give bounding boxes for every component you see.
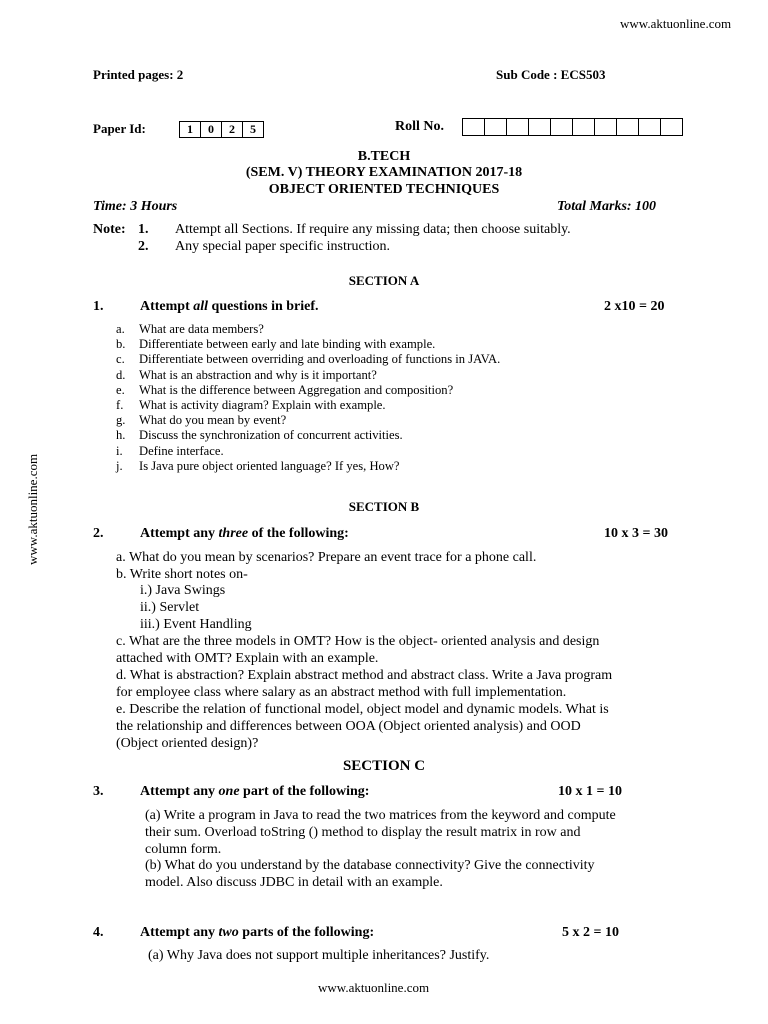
question-part-cont: (Object oriented design)?: [116, 736, 259, 751]
note-label: Note:: [93, 222, 126, 237]
list-item: a. What are data members?: [116, 322, 264, 336]
question-number: 1.: [93, 299, 104, 314]
site-url-side: www.aktuonline.com: [25, 453, 40, 565]
question-prompt: Attempt any one part of the following:: [140, 784, 370, 799]
roll-no-label: Roll No.: [395, 119, 444, 134]
question-marks: 10 x 1 = 10: [558, 784, 622, 799]
question-part-cont: model. Also discuss JDBC in detail with an example.: [145, 875, 443, 890]
roll-no-cell[interactable]: [573, 119, 595, 135]
question-part: (a) Write a program in Java to read the two matrices from the keyword and compute: [145, 808, 616, 823]
note-number: 1.: [138, 222, 149, 237]
question-prompt: Attempt any two parts of the following:: [140, 925, 375, 940]
question-part: b. Write short notes on-: [116, 567, 248, 582]
paper-id-box: [179, 121, 264, 138]
paper-id-digit: 5: [250, 122, 256, 136]
question-number: 4.: [93, 925, 104, 940]
question-part-cont: the relationship and differences between OOA (Object oriented analysis) and OOD: [116, 719, 581, 734]
question-part: e. Describe the relation of functional model, object model and dynamic models. What is: [116, 702, 609, 717]
question-marks: 2 x10 = 20: [604, 299, 665, 314]
list-item: j. Is Java pure object oriented language? If yes, How?: [116, 458, 400, 473]
paper-id-label: Paper Id:: [93, 121, 146, 136]
note-text: Attempt all Sections. If require any missing data; then choose suitably.: [175, 222, 571, 237]
question-marks: 10 x 3 = 30: [604, 526, 668, 541]
sub-item: iii.) Event Handling: [140, 617, 252, 632]
note-text: Any special paper specific instruction.: [175, 239, 390, 254]
section-a-title: SECTION A: [348, 273, 420, 288]
sub-item: ii.) Servlet: [140, 600, 200, 615]
question-number: 2.: [93, 526, 104, 541]
degree-title: B.TECH: [357, 149, 411, 164]
list-item: e. What is the difference between Aggregation and composition?: [116, 382, 454, 397]
exam-time: Time: 3 Hours: [93, 199, 178, 214]
roll-no-cell[interactable]: [617, 119, 639, 135]
question-part-cont: attached with OMT? Explain with an example.: [116, 651, 379, 666]
roll-no-cell[interactable]: [551, 119, 573, 135]
question-part: c. What are the three models in OMT? How is the object- oriented analysis and design: [116, 634, 600, 649]
section-a-list: [116, 322, 500, 474]
question-prompt: Attempt all questions in brief.: [140, 299, 319, 314]
note-number: 2.: [138, 239, 149, 254]
roll-no-cell[interactable]: [595, 119, 617, 135]
list-item: i. Define interface.: [116, 443, 224, 458]
list-item: c. Differentiate between overriding and overloading of functions in JAVA.: [116, 352, 501, 367]
question-part: d. What is abstraction? Explain abstract method and abstract class. Write a Java program: [116, 668, 613, 683]
question-part: (b) What do you understand by the database connectivity? Give the connectivity: [145, 858, 595, 873]
exam-title: (SEM. V) THEORY EXAMINATION 2017-18: [245, 165, 523, 180]
section-b-title: SECTION B: [348, 499, 420, 514]
list-item: h. Discuss the synchronization of concurrent activities.: [116, 428, 403, 443]
paper-id-digit: 2: [222, 122, 243, 137]
paper-id-digit: 1: [180, 122, 201, 137]
list-item: g. What do you mean by event?: [116, 413, 287, 428]
section-c-title: SECTION C: [342, 758, 426, 774]
sub-code: Sub Code : ECS503: [496, 67, 606, 82]
list-item: b. Differentiate between early and late binding with example.: [116, 337, 436, 352]
question-part-cont: column form.: [145, 842, 222, 857]
roll-no-cell[interactable]: [661, 119, 682, 135]
site-url-top: www.aktuonline.com: [620, 16, 732, 31]
total-marks: Total Marks: 100: [557, 199, 657, 214]
question-part: a. What do you mean by scenarios? Prepare an event trace for a phone call.: [116, 550, 537, 565]
roll-no-cell[interactable]: [529, 119, 551, 135]
roll-no-cell[interactable]: [485, 119, 507, 135]
question-part-cont: their sum. Overload toString () method to display the result matrix in row and: [145, 825, 581, 840]
list-item: f. What is activity diagram? Explain with example.: [116, 397, 386, 412]
site-url-bottom: www.aktuonline.com: [318, 980, 430, 995]
question-part: (a) Why Java does not support multiple inheritances? Justify.: [148, 948, 490, 963]
paper-id-digit: 0: [201, 122, 222, 137]
list-item: d. What is an abstraction and why is it important?: [116, 367, 377, 382]
question-marks: 5 x 2 = 10: [562, 925, 619, 940]
roll-no-boxes[interactable]: [462, 118, 683, 136]
question-part-cont: for employee class where salary as an abstract method with full implementation.: [116, 685, 567, 700]
roll-no-cell[interactable]: [639, 119, 661, 135]
roll-no-cell[interactable]: [463, 119, 485, 135]
sub-item: i.) Java Swings: [140, 583, 226, 598]
subject-title: OBJECT ORIENTED TECHNIQUES: [268, 182, 500, 197]
question-prompt: Attempt any three of the following:: [140, 526, 349, 541]
roll-no-cell[interactable]: [507, 119, 529, 135]
printed-pages: Printed pages: 2: [93, 67, 184, 82]
question-number: 3.: [93, 784, 104, 799]
